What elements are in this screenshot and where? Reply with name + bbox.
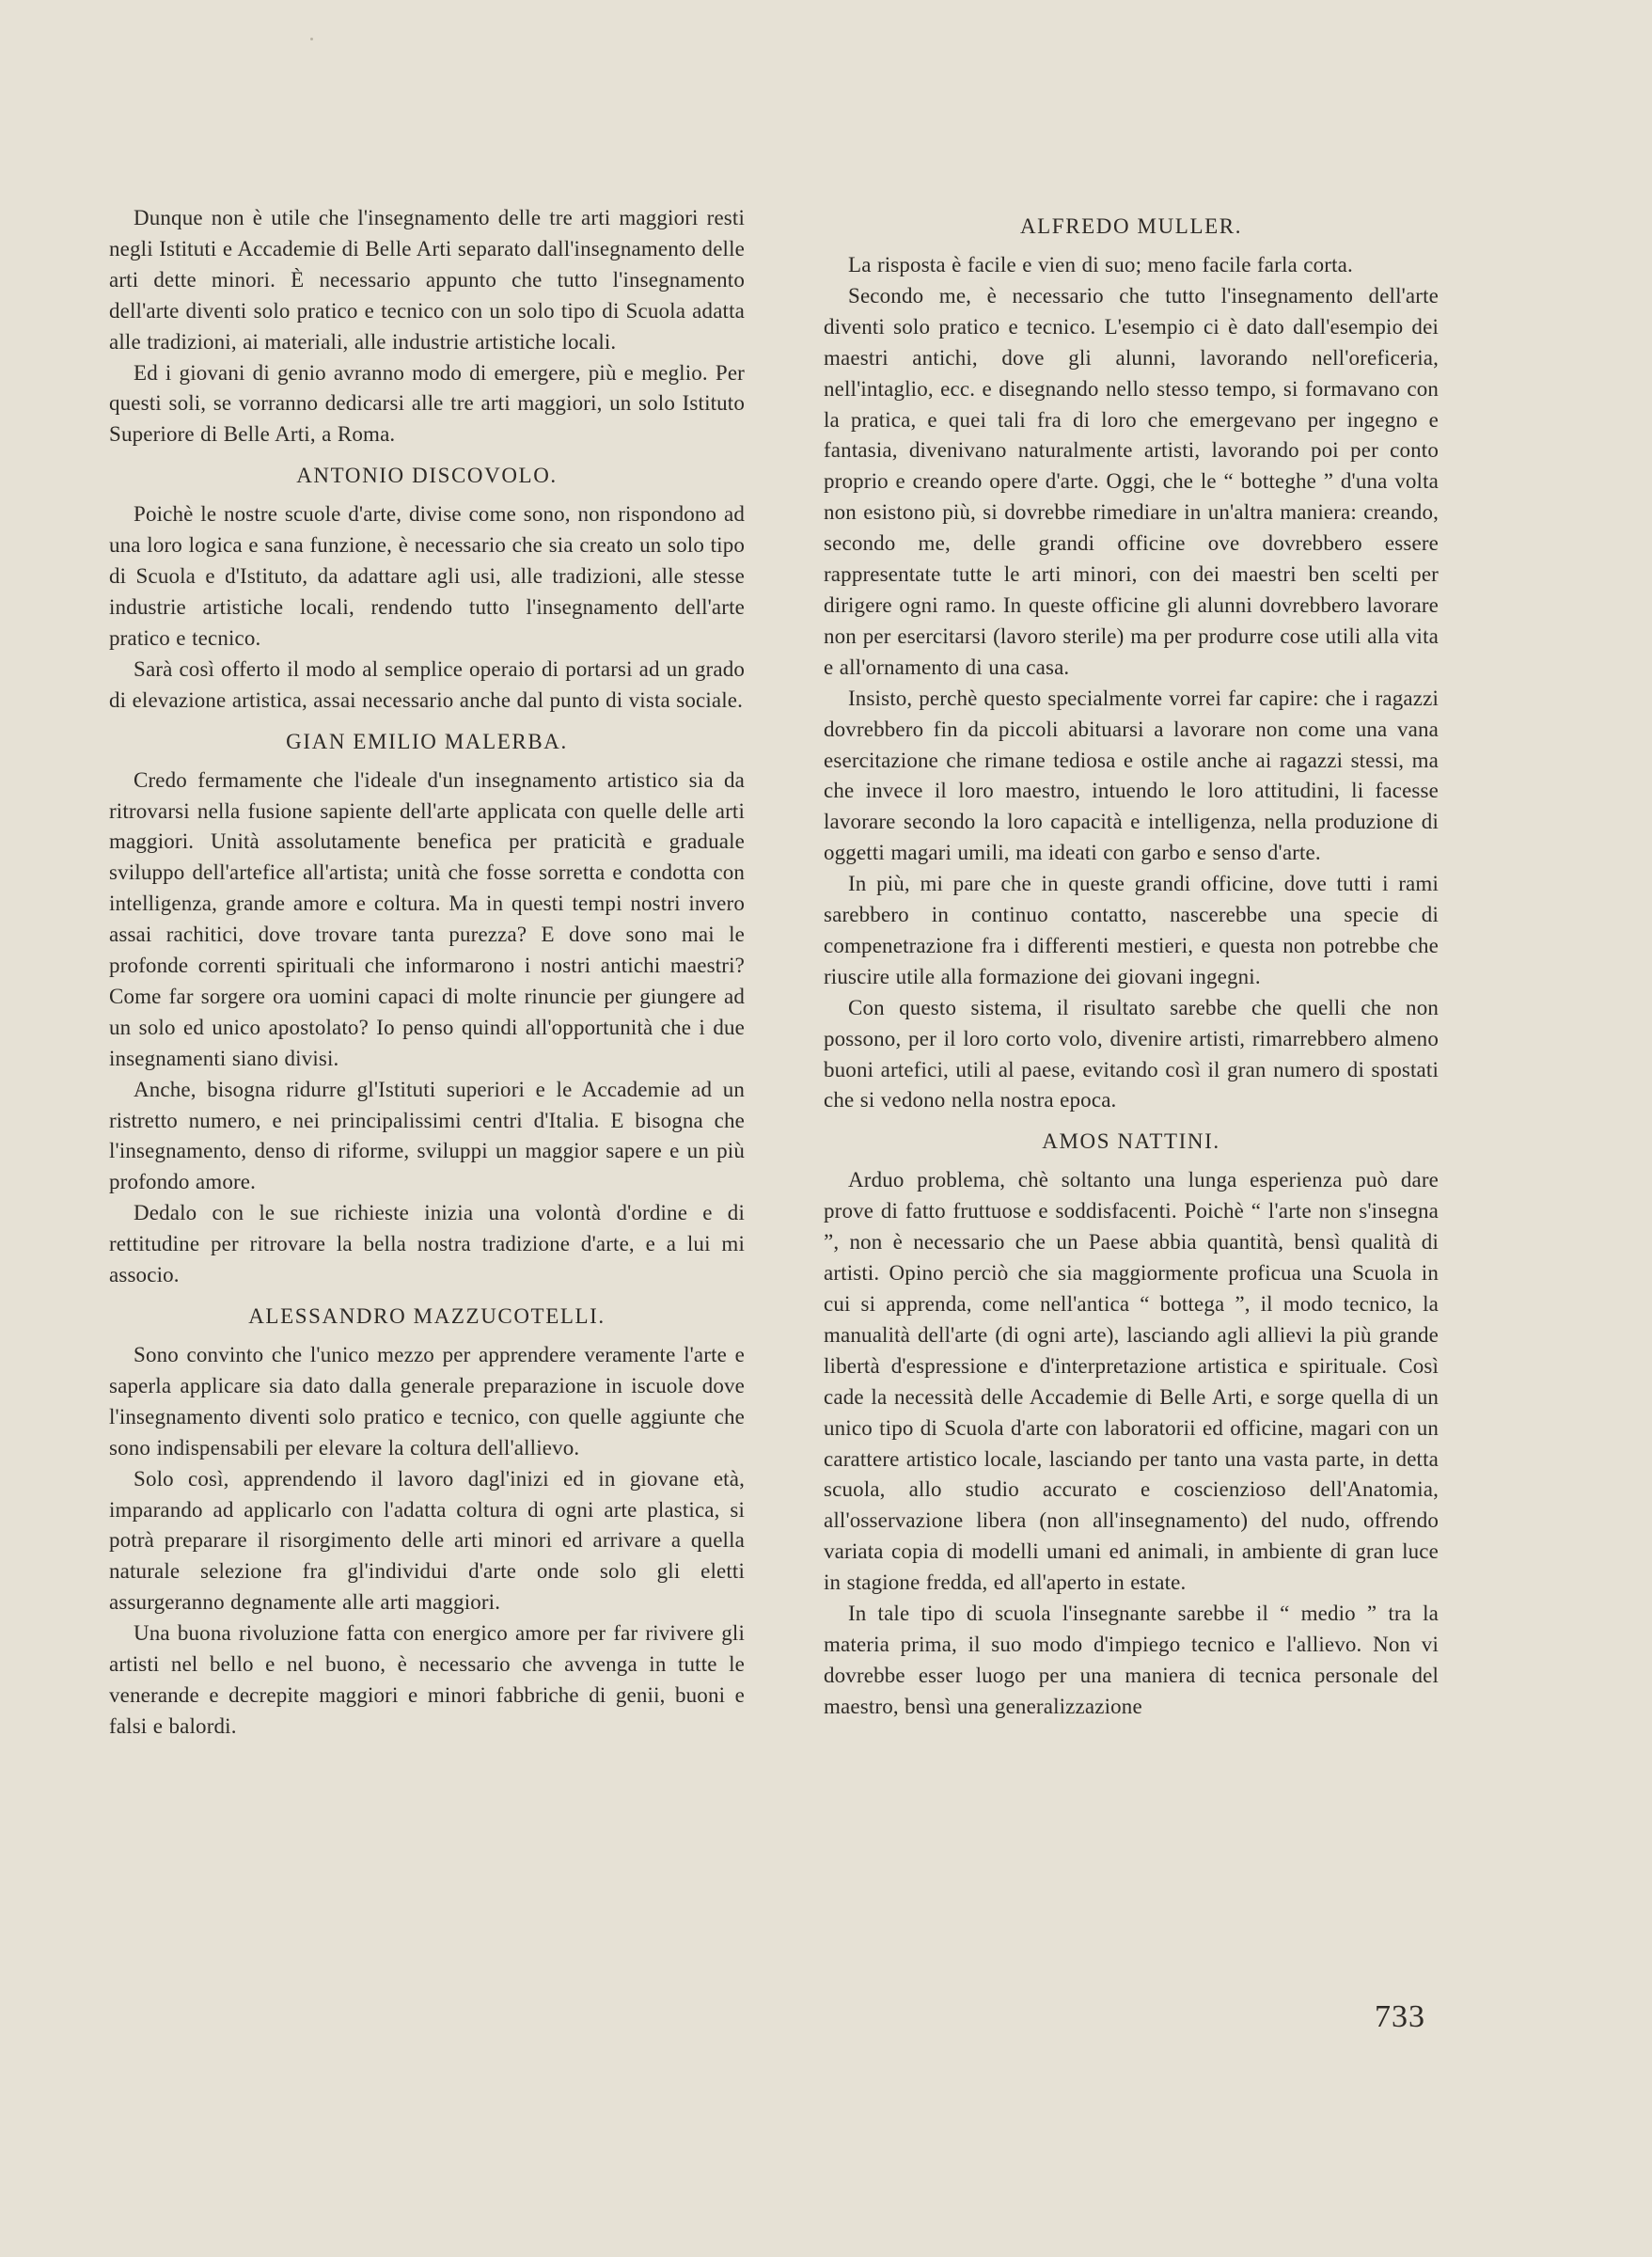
left-column [109,203,745,1743]
nattini-paragraph: Arduo problema, chè soltanto una lunga esperienza può dare prove di fatto fruttuose e soddisfacenti. Poichè “ l'arte non s'insegna ”, non è necessario che un Paese abbia quantità, bensì qualità di artisti. Opino perciò che sia maggiormente proficua una Scuola in cui si apprenda, come nell'antica “ bottega ”, il modo tecnico, la manualità dell'arte (di ogni arte), lasciando agli allievi la più grande libertà d'espressione e d'interpretazione artistica e spirituale. Così cade la necessità delle Accademie di Belle Arti, e sorge quella di un unico tipo di Scuola d'arte con laboratorii ed officine, magari con un carattere artistico locale, lasciando per tanto una vasta parte, in detta scuola, allo studio accurato e coscienzioso dell'Anatomia, all'osservazione libera (non all'insegnamento) del nudo, offrendo variata copia di modelli umani ed animali, in ambiente di gran luce in stagione fredda, ed all'aperto in estate. [824,1168,1439,1595]
nattini-paragraph: In tale tipo di scuola l'insegnante sarebbe il “ medio ” tra la materia prima, il suo modo d'impiego tecnico e l'allievo. Non vi dovrebbe esser luogo per una maniera di tecnica personale del maestro, bensì una generalizzazione [824,1602,1439,1718]
muller-paragraph: In più, mi pare che in queste grandi officine, dove tutti i rami sarebbero in continuo contatto, nascerebbe una specie di compenetrazione fra i differenti mestieri, e questa non potrebbe che riuscire utile alla formazione dei giovani ingegni. [824,872,1439,988]
mazzucotelli-paragraph: Solo così, apprendendo il lavoro dagl'inizi ed in giovane età, imparando ad applicarlo con l'adatta coltura di ogni arte plastica, si potrà preparare il risorgimento delle arti minori ed arrivare a quella naturale selezione fra gl'individui d'arte onde solo gli eletti assurgeranno degnamente alle arti maggiori. [109,1466,745,1615]
muller-paragraph: Insisto, perchè questo specialmente vorrei far capire: che i ragazzi dovrebbero fin da piccoli abituarsi a lavorare non come una vana esercitazione che rimane tediosa e ostile anche ai ragazzi stessi, ma che invece il loro maestro, intuendo le loro attitudini, li facesse lavorare secondo la loro capacità e intelligenza, nella produzione di oggetti magari umili, ma ideati con garbo e senso d'arte. [824,686,1439,865]
intro-paragraph: Dunque non è utile che l'insegnamento delle tre arti maggiori resti negli Istituti e Accademie di Belle Arti separato dall'insegnamento delle arti dette minori. È necessario appunto che tutto l'insegnamento dell'arte diventi solo pratico e tecnico con un solo tipo di Scuola adatta alle tradizioni, ai materiali, alle industrie artistiche locali. [109,206,745,354]
muller-paragraph: Secondo me, è necessario che tutto l'insegnamento dell'arte diventi solo pratico e tecnico. L'esempio ci è dato dall'esempio dei maestri antichi, dove gli alunni, lavorando nell'oreficeria, nell'intaglio, ecc. e disegnando nello stesso tempo, si formavano con la pratica, e quei tali fra di loro che emergevano per ingegno e fantasia, divenivano naturalmente artisti, lavorando poi per conto proprio e creando opere d'arte. Oggi, che le “ botteghe ” d'una volta non esistono più, si dovrebbe rimediare in un'altra maniera: creando, secondo me, delle grandi officine ove dovrebbero essere rappresentate tutte le arti minori, con dei maestri ben scelti per dirigere ogni ramo. In queste officine gli alunni dovrebbero lavorare non per esercitarsi (lavoro sterile) ma per produrre cose utili alla vita e all'ornamento di una casa. [824,283,1439,679]
discovolo-paragraph: Poichè le nostre scuole d'arte, divise come sono, non rispondono ad una loro logica e sana funzione, è necessario che sia creato un solo tipo di Scuola e d'Istituto, da adattare agli usi, alle tradizioni, alle stesse industrie artistiche locali, rendendo tutto l'insegnamento dell'arte pratico e tecnico. [109,502,745,650]
section-heading-malerba: GIAN EMILIO MALERBA. [286,729,568,753]
malerba-paragraph: Dedalo con le sue richieste inizia una volontà d'ordine e di rettitudine per ritrovare la bella nostra tradizione d'arte, e a lui mi associo. [109,1201,745,1287]
muller-paragraph: Con questo sistema, il risultato sarebbe che quelli che non possono, per il loro corto volo, divenire artisti, rimarrebbero almeno buoni artefici, utili al paese, evitando così il gran numero di spostati che si vedono nella nostra epoca. [824,995,1439,1113]
malerba-paragraph: Credo fermamente che l'ideale d'un insegnamento artistico sia da ritrovarsi nella fusione sapiente dell'arte applicata con quelle delle arti maggiori. Unità assolutamente benefica per praticità e graduale sviluppo dell'artefice all'artista; unità che fosse sorretta e condotta con intelligenza, grande amore e coltura. Ma in questi tempi nostri invero assai rachitici, dove trovare tanta purezza? E dove sono mai le profonde correnti spirituali che informarono i nostri antichi maestri? Come far sorgere ora uomini capaci di molte rinuncie per giungere ad un solo ed unico apostolato? Io penso quindi all'opportunità che i due insegnamenti siano divisi. [109,767,745,1070]
right-column [824,203,1439,1723]
paper-speck [310,38,313,40]
discovolo-paragraph: Sarà così offerto il modo al semplice operaio di portarsi ad un grado di elevazione artistica, assai necessario anche dal punto di vista sociale. [109,656,745,712]
section-heading-discovolo: ANTONIO DISCOVOLO. [296,464,558,488]
section-heading-nattini: AMOS NATTINI. [1042,1129,1220,1154]
muller-paragraph: La risposta è facile e vien di suo; meno facile farla corta. [848,253,1353,276]
intro-paragraph: Ed i giovani di genio avranno modo di emergere, più e meglio. Per questi soli, se vorranno dedicarsi alle tre arti maggiori, un solo Istituto Superiore di Belle Arti, a Roma. [109,360,745,447]
malerba-paragraph: Anche, bisogna ridurre gl'Istituti superiori e le Accademie ad un ristretto numero, e nei principalissimi centri d'Italia. E bisogna che l'insegnamento, denso di riforme, sviluppi un maggior sapere e un più profondo amore. [109,1077,745,1194]
section-heading-muller: ALFREDO MULLER. [1019,214,1243,238]
mazzucotelli-paragraph: Una buona rivoluzione fatta con energico amore per far rivivere gli artisti nel bello e nel buono, è necessario che avvenga in tutte le venerande e decrepite maggiori e minori fabbriche di genii, buoni e falsi e balordi. [109,1621,745,1738]
page-number: 733 [1375,1999,1425,2034]
section-heading-mazzucotelli: ALESSANDRO MAZZUCOTELLI. [248,1304,606,1328]
mazzucotelli-paragraph: Sono convinto che l'unico mezzo per apprendere veramente l'arte e saperla applicare sia dato dalla generale preparazione in iscuole dove l'insegnamento diventi solo pratico e tecnico, con quelle aggiunte che sono indispensabili per elevare la coltura dell'allievo. [109,1343,745,1460]
